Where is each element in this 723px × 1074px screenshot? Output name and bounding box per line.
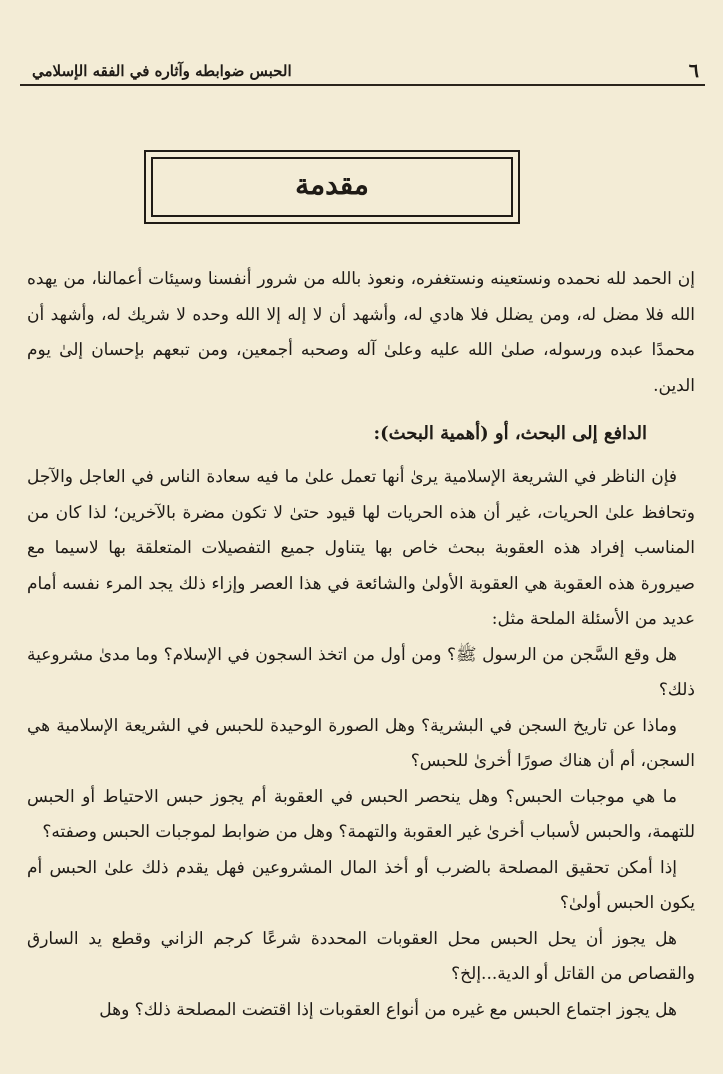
section-title-inner-border [151,157,513,217]
paragraph: هل يجوز أن يحل الحبس محل العقوبات المحددة شرعًا كرجم الزاني وقطع يد السارق والقصاص من القاتل أو الدية...إلخ؟ [27,928,695,984]
paragraph: هل يجوز اجتماع الحبس مع غيره من أنواع العقوبات إذا اقتضت المصلحة ذلك؟ وهل [99,999,677,1020]
paragraph: هل وقع السَّجن من الرسول ﷺ؟ ومن أول من اتخذ السجون في الإسلام؟ وما مدىٰ مشروعية ذلك؟ [27,644,695,700]
intro-paragraph-text: إن الحمد لله نحمده ونستعينه ونستغفره، ونعوذ بالله من شرور أنفسنا وسيئات أعمالنا، من يهده الله فلا مضل له، ومن يضلل فلا هادي له، وأشهد أن لا إله إلا الله وحده لا شريك له، وأشهد أن محمدًا عبده ورسوله، صلىٰ الله عليه وعلىٰ آله وصحبه أجمعين، ومن تبعهم بإحسان إلىٰ يوم الدين. [27,269,695,396]
paragraph: إذا أمكن تحقيق المصلحة بالضرب أو أخذ المال المشروعين فهل يقدم ذلك علىٰ الحبس أم يكون الحبس أولىٰ؟ [27,857,695,913]
page-number: ٦ [688,60,699,82]
paragraph: ما هي موجبات الحبس؟ وهل ينحصر الحبس في العقوبة أم يجوز حبس الاحتياط أو الحبس للتهمة، والحبس لأسباب أخرىٰ غير العقوبة والتهمة؟ وهل من ضوابط لموجبات الحبس وصفته؟ [27,786,695,842]
intro-paragraph [27,262,695,404]
section-title-frame [144,150,520,224]
section-title: مقدمة [295,168,369,201]
paragraph: فإن الناظر في الشريعة الإسلامية يرىٰ أنها تعمل علىٰ ما فيه سعادة الناس في العاجل والآجل وتحافظ علىٰ الحريات، غير أن هذه الحريات لها قيود حتىٰ لا تكون مضرة بالآخرين؛ لذا كان من المناسب إفراد هذه العقوبة ببحث خاص بها يتناول جميع التفصيلات المتعلقة بها لاسيما مع صيرورة هذه العقوبة هي العقوبة الأولىٰ والشائعة في هذا العصر وإزاء ذلك يجد المرء نفسه أمام عديد من الأسئلة الملحة مثل: [27,467,695,629]
main-text [27,460,695,1028]
subheading: الدافع إلى البحث، أو (أهمية البحث): [373,423,647,444]
book-title: الحبس ضوابطه وآثاره في الفقه الإسلامي [32,62,292,80]
running-header [20,56,705,86]
paragraph: وماذا عن تاريخ السجن في البشرية؟ وهل الصورة الوحيدة للحبس في الشريعة الإسلامية هي السجن، أم أن هناك صورًا أخرىٰ للحبس؟ [27,715,695,771]
